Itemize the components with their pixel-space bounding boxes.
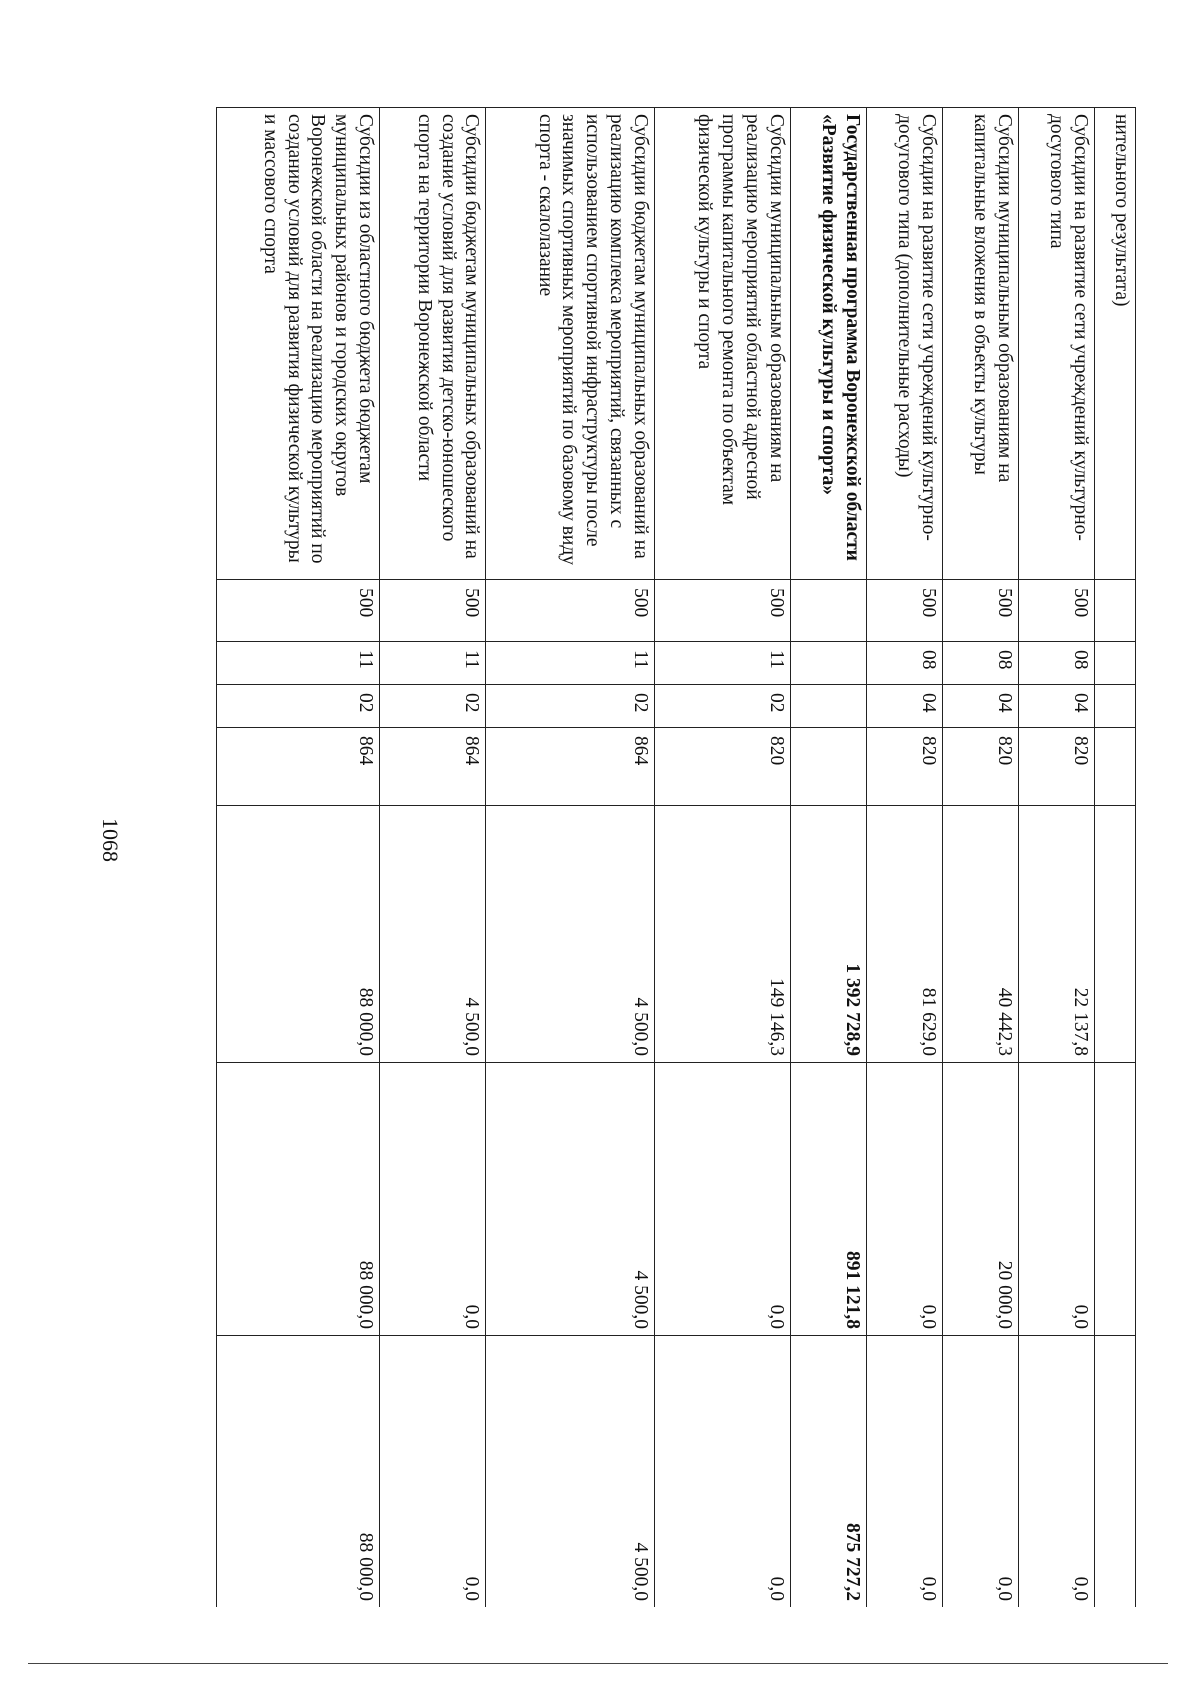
budget-table-rotated (216, 107, 1136, 1607)
code-cell: 500 (654, 580, 790, 642)
value-cell: 0,0 (1018, 1336, 1094, 1608)
value-cell: 88 000,0 (217, 1336, 380, 1608)
value-cell (1094, 1336, 1135, 1608)
code-cell (790, 642, 866, 685)
budget-table-frame (216, 107, 1136, 1607)
code-cell: 02 (654, 685, 790, 728)
code-cell: 08 (866, 642, 942, 685)
value-cell: 81 629,0 (866, 806, 942, 1063)
code-cell (1094, 580, 1135, 642)
value-cell: 0,0 (942, 1336, 1018, 1608)
page-number: 1068 (98, 818, 123, 862)
code-cell: 864 (217, 728, 380, 806)
value-cell: 4 500,0 (486, 806, 654, 1063)
value-cell: 0,0 (866, 1063, 942, 1336)
code-cell: 08 (942, 642, 1018, 685)
row-name: Субсидии муниципальным образованиям на капитальные вложения в объекты культуры (942, 108, 1018, 580)
row-name: Субсидии муниципальным образованиям на реализацию мероприятий областной адресной программы капитального ремонта по объектам физической культуры и спорта (654, 108, 790, 580)
code-cell: 11 (380, 642, 486, 685)
value-cell: 88 000,0 (217, 1063, 380, 1336)
code-cell: 04 (866, 685, 942, 728)
code-cell (1094, 728, 1135, 806)
page-bottom-rule (28, 1663, 1168, 1664)
code-cell: 11 (217, 642, 380, 685)
code-cell (790, 728, 866, 806)
code-cell: 864 (486, 728, 654, 806)
row-name: Субсидии бюджетам муниципальных образований на создание условий для развития детско-юношеского спорта на территории Воронежской области (380, 108, 486, 580)
table-row (217, 108, 380, 1608)
row-name: Государственная программа Воронежской области «Развитие физической культуры и спорта» (790, 108, 866, 580)
row-name: Субсидии на развитие сети учреждений культурно-досугового типа (дополнительные расходы) (866, 108, 942, 580)
code-cell: 820 (942, 728, 1018, 806)
table-row (866, 108, 942, 1608)
code-cell: 11 (654, 642, 790, 685)
value-cell (1094, 806, 1135, 1063)
value-cell: 0,0 (380, 1336, 486, 1608)
table-row-continuation (1094, 108, 1135, 1608)
code-cell: 500 (217, 580, 380, 642)
code-cell: 02 (380, 685, 486, 728)
row-name: Субсидии из областного бюджета бюджетам муниципальных районов и городских округов Воронежской области на реализацию мероприятий по созданию условий для развития физической культуры и массового спорта (217, 108, 380, 580)
value-cell: 1 392 728,9 (790, 806, 866, 1063)
table-row-program-total (790, 108, 866, 1608)
row-name: Субсидии на развитие сети учреждений культурно-досугового типа (1018, 108, 1094, 580)
value-cell: 4 500,0 (380, 806, 486, 1063)
table-row (942, 108, 1018, 1608)
code-cell: 500 (380, 580, 486, 642)
table-row (486, 108, 654, 1608)
value-cell: 891 121,8 (790, 1063, 866, 1336)
value-cell: 0,0 (380, 1063, 486, 1336)
code-cell: 820 (1018, 728, 1094, 806)
value-cell: 22 137,8 (1018, 806, 1094, 1063)
value-cell: 0,0 (654, 1063, 790, 1336)
code-cell: 500 (1018, 580, 1094, 642)
code-cell (1094, 685, 1135, 728)
value-cell: 88 000,0 (217, 806, 380, 1063)
row-name: Субсидии бюджетам муниципальных образований на реализацию комплекса мероприятий, связанных с использованием спортивной инфраструктуры после значимых спортивных мероприятий по базовому виду спорта - скалолазание (486, 108, 654, 580)
value-cell: 4 500,0 (486, 1336, 654, 1608)
code-cell: 02 (217, 685, 380, 728)
budget-table (216, 107, 1136, 1607)
table-row (654, 108, 790, 1608)
row-name: нительного результата) (1094, 108, 1135, 580)
value-cell: 40 442,3 (942, 806, 1018, 1063)
code-cell: 500 (486, 580, 654, 642)
code-cell: 02 (486, 685, 654, 728)
code-cell: 820 (866, 728, 942, 806)
code-cell (790, 580, 866, 642)
value-cell (1094, 1063, 1135, 1336)
code-cell: 04 (1018, 685, 1094, 728)
value-cell: 149 146,3 (654, 806, 790, 1063)
value-cell: 875 727,2 (790, 1336, 866, 1608)
table-row (1018, 108, 1094, 1608)
code-cell: 11 (486, 642, 654, 685)
code-cell: 864 (380, 728, 486, 806)
value-cell: 0,0 (866, 1336, 942, 1608)
value-cell: 0,0 (1018, 1063, 1094, 1336)
code-cell (790, 685, 866, 728)
table-row (380, 108, 486, 1608)
code-cell: 500 (866, 580, 942, 642)
code-cell (1094, 642, 1135, 685)
value-cell: 20 000,0 (942, 1063, 1018, 1336)
code-cell: 04 (942, 685, 1018, 728)
code-cell: 500 (942, 580, 1018, 642)
value-cell: 0,0 (654, 1336, 790, 1608)
code-cell: 08 (1018, 642, 1094, 685)
value-cell: 4 500,0 (486, 1063, 654, 1336)
code-cell: 820 (654, 728, 790, 806)
